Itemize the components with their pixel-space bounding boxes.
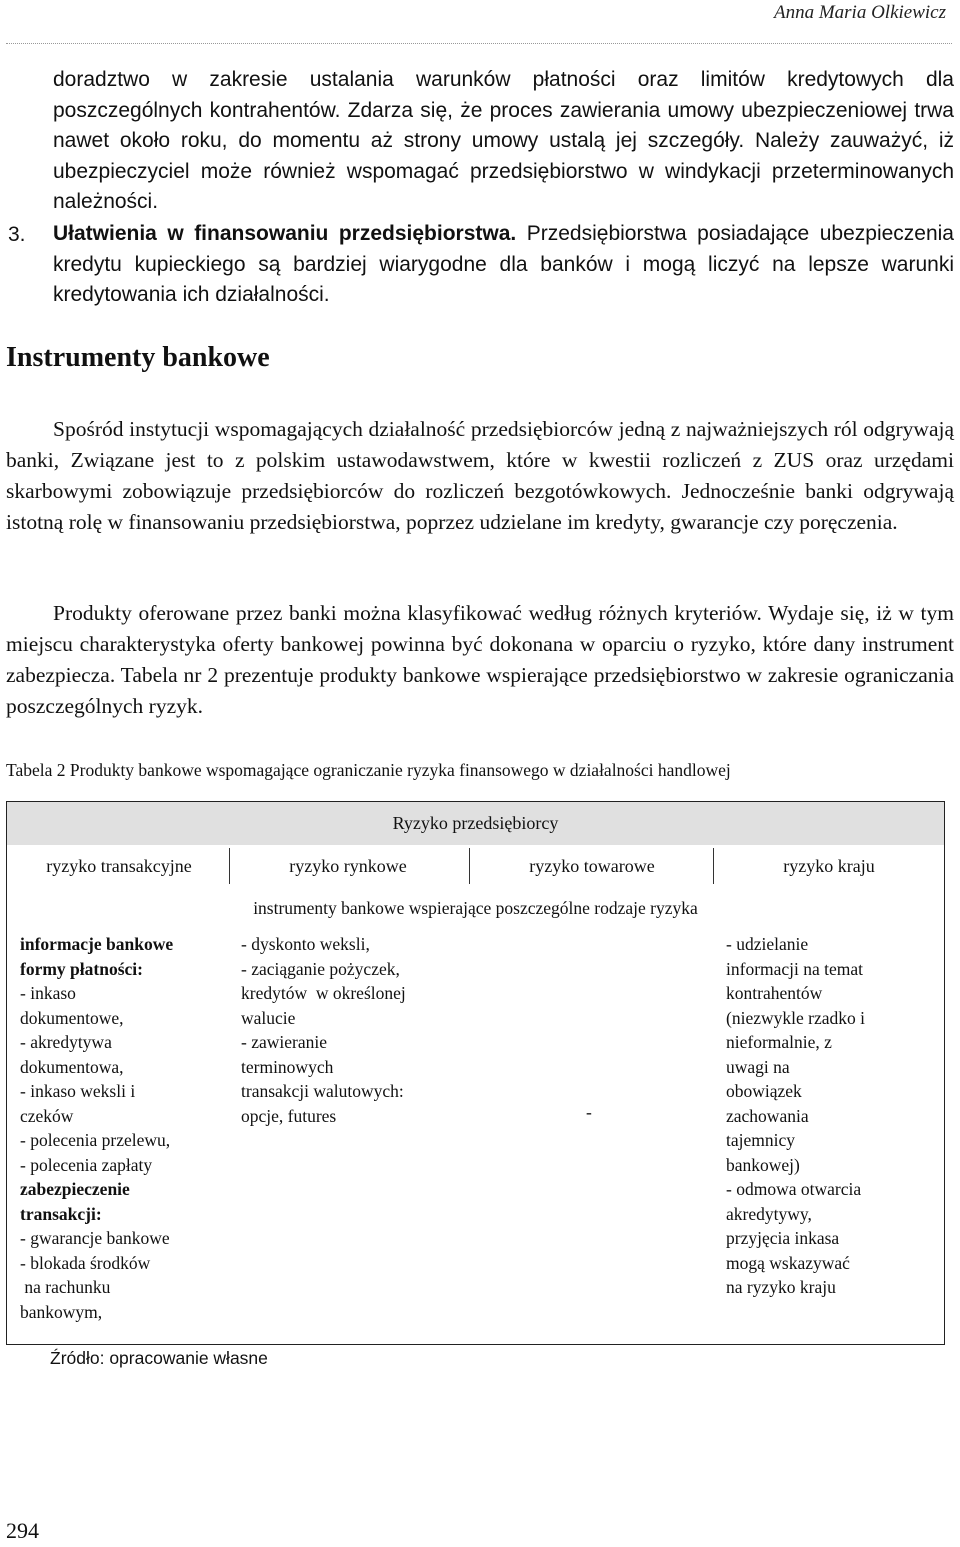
column-header-transaction: ryzyko transakcyjne: [46, 856, 192, 876]
column-divider: [713, 848, 714, 884]
column-divider: [229, 848, 230, 884]
cell-line: obowiązek: [726, 1081, 802, 1101]
cell-line: - gwarancje bankowe: [20, 1228, 170, 1248]
list-item-number: 3.: [8, 223, 26, 246]
cell-line: informacji na temat: [726, 958, 864, 979]
table-title: Ryzyko przedsiębiorcy: [7, 802, 944, 845]
cell-line: mogą wskazywać: [726, 1252, 850, 1273]
cell-line: terminowych: [241, 1056, 334, 1077]
cell-line: - zaciąganie pożyczek,: [241, 958, 400, 979]
list-item-3-text: Przedsiębiorstwa posiadające ubezpieczenia kredytu kupieckiego są bardziej wiarygodne dla banków i mogą liczyć na lepsze warunki kredytowania ich działalności.: [53, 222, 954, 306]
cell-line: - odmowa otwarcia: [726, 1179, 862, 1199]
cell-market-risk: [241, 932, 406, 1128]
cell-line: - inkaso: [20, 983, 76, 1003]
cell-line: opcje, futures: [241, 1105, 337, 1126]
cell-line: - dyskonto weksli,: [241, 934, 370, 954]
cell-line: akredytywy,: [726, 1203, 812, 1224]
cell-line: czeków: [20, 1105, 74, 1126]
cell-line: walucie: [241, 1007, 296, 1028]
header-rule: [6, 43, 952, 44]
cell-line: - akredytywa: [20, 1032, 112, 1052]
list-item-3-bold: Ułatwienia w finansowaniu przedsiębiorstwa.: [53, 222, 517, 245]
cell-line: transakcji walutowych:: [241, 1081, 404, 1101]
column-header-commodity: ryzyko towarowe: [529, 856, 655, 876]
table-subheader: instrumenty bankowe wspierające poszczególne rodzaje ryzyka: [253, 898, 698, 918]
cell-line: na rachunku: [20, 1277, 111, 1297]
section-heading: Instrumenty bankowe: [6, 342, 270, 373]
risk-table: [6, 801, 945, 1345]
cell-line: - zawieranie: [241, 1032, 327, 1052]
cell-line: nieformalnie, z: [726, 1032, 832, 1052]
cell-line: tajemnicy: [726, 1130, 796, 1150]
page-number: 294: [6, 1518, 39, 1543]
cell-line: - polecenia zapłaty: [20, 1154, 153, 1175]
table-caption: Tabela 2 Produkty bankowe wspomagające ograniczanie ryzyka finansowego w działalności handlowej: [6, 760, 731, 780]
cell-line: - udzielanie: [726, 934, 809, 954]
cell-bold-label: formy płatności:: [20, 958, 143, 979]
cell-line: na ryzyko kraju: [726, 1277, 836, 1297]
column-header-country: ryzyko kraju: [783, 856, 875, 876]
cell-line: - polecenia przelewu,: [20, 1130, 171, 1150]
cell-line: zachowania: [726, 1105, 809, 1126]
cell-line: - inkaso weksli i: [20, 1081, 136, 1101]
cell-line: dokumentowe,: [20, 1007, 124, 1028]
cell-commodity-risk: [586, 1100, 592, 1125]
cell-line: -: [586, 1102, 592, 1122]
cell-transaction-risk: [20, 932, 173, 1324]
cell-line: - blokada środków: [20, 1252, 151, 1273]
column-header-market: ryzyko rynkowe: [289, 856, 407, 876]
intro-paragraph: doradztwo w zakresie ustalania warunków płatności oraz limitów kredytowych dla poszczególnych kontrahentów. Zdarza się, że proces zawierania umowy ubezpieczeniowej trwa nawet około roku, do momentu aż strony umowy ustalą jej szczegóły. Należy zauważyć, iż ubezpieczyciel może również wspomagać przedsiębiorstwo w windykacji przeterminowanych należności.: [53, 68, 954, 213]
cell-country-risk: [726, 932, 865, 1300]
column-divider: [469, 848, 470, 884]
cell-bold-label: zabezpieczenie: [20, 1179, 130, 1199]
cell-line: dokumentowa,: [20, 1056, 124, 1077]
cell-line: bankowym,: [20, 1301, 103, 1322]
table-source: Źródło: opracowanie własne: [50, 1348, 268, 1368]
cell-line: kontrahentów: [726, 983, 823, 1003]
cell-line: bankowej): [726, 1154, 800, 1175]
cell-line: uwagi na: [726, 1056, 790, 1077]
body-paragraph-2: Produkty oferowane przez banki można klasyfikować według różnych kryteriów. Wydaje się, iż w tym miejscu charakterystyka oferty bankowej powinna być dokonana w oparciu o ryzyko, które dany instrument zabezpiecza. Tabela nr 2 prezentuje produkty bankowe wspierające przedsiębiorstwo w zakresie ograniczania poszczególnych ryzyk.: [6, 601, 954, 718]
cell-bold-label: informacje bankowe: [20, 934, 174, 954]
running-head-author: Anna Maria Olkiewicz: [773, 2, 946, 23]
list-item-3: [53, 219, 954, 311]
cell-line: (niezwykle rzadko i: [726, 1007, 865, 1028]
cell-line: przyjęcia inkasa: [726, 1228, 840, 1248]
cell-line: kredytów w określonej: [241, 983, 406, 1003]
cell-bold-label: transakcji:: [20, 1203, 102, 1224]
body-paragraph-1: Spośród instytucji wspomagających działalność przedsiębiorców jedną z najważniejszych ról odgrywają banki, Związane jest to z polskim ustawodawstwem, które w kwestii rozliczeń z ZUS oraz urzędami skarbowymi zobowiązuje przedsiębiorców do rozliczeń bezgotówkowych. Jednocześnie banki odgrywają istotną rolę w finansowaniu przedsiębiorstwa, poprzez udzielane im kredyty, gwarancje czy poręczenia.: [6, 417, 954, 534]
